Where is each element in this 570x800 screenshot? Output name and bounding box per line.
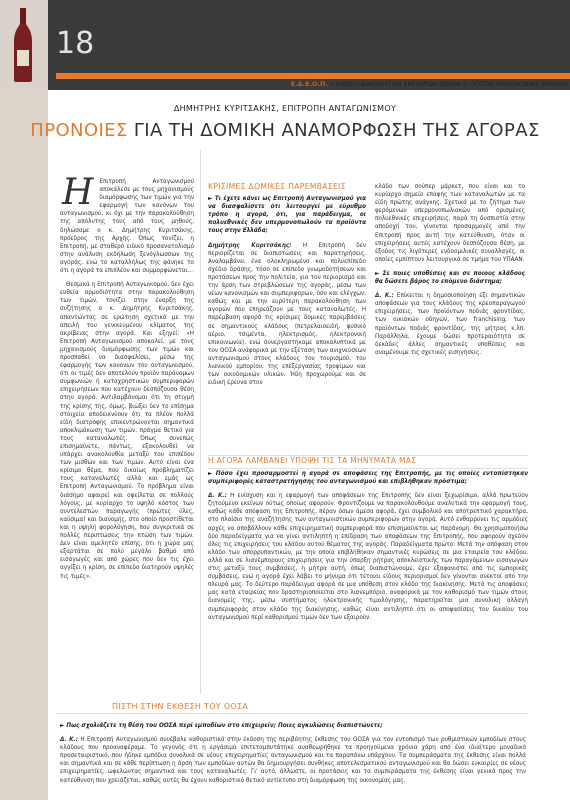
section-title-oecd: ΠΙΣΤΗ ΣΤΗΝ ΕΚΘΕΣΗ ΤΟΥ ΟΟΣΑ: [112, 702, 249, 711]
question-2: ► Σε ποιες υποθέσεις και σε ποιους κλάδους θα δώσετε βάρος το επόμενο διάστημα;: [375, 270, 525, 286]
article-author: ΔΗΜΗΤΡΗΣ ΚΥΡΙΤΣΑΚΗΣ, ΕΠΙΤΡΟΠΗ ΑΝΤΑΓΩΝΙΣΜΟΥ: [173, 104, 397, 113]
speaker-initials: Δ. Κ.:: [208, 493, 227, 500]
article-title: [0, 120, 570, 141]
title-rest: ΓΙΑ ΤΗ ΔΟΜΙΚΗ ΑΝΑΜΟΡΦΩΣΗ ΤΗΣ ΑΓΟΡΑΣ: [133, 120, 540, 141]
header-association-line: Ε.Δ.Ε.Ο.Π. • ΕΝΩΣΗ ΔΙΑΚΙΝΗΤΩΝ ΕΜΠΟΡΩΝ ΟΙΝΩΝ & ΠΟΤΩΝ ΜΑΚΕΔΟΝΙΑΣ ΘΡΑΚΗΣ: [290, 80, 568, 88]
intro-paragraph: [60, 172, 194, 275]
association-acronym: Ε.Δ.Ε.Ο.Π.: [290, 80, 328, 88]
question-3: ► Πόσο έχει προσαρμοστεί η αγορά σε αποφάσεις της Επιτροπής, με τις οποίες εντοπίστηκαν συμπεριφορές καταστρατήγησης του ανταγωνισμού και επιβλήθηκαν πρόστιμα;: [208, 471, 528, 486]
intro-text: Επιτροπή Ανταγωνισμού αποκάλεσε με τους μηχανισμούς διαμόρφωσης των τιμών για την εφαρμογή των κανόνων του ανταγωνισμού, κι όχι με την παρακολούθηση της απόλυτης τους από τους μηθούς, δηλώσαμε ο κ. Δημήτρης Κυριτσάκης, πρόεδρος της Αρχής. Όπως τονίζει, η Επιτροπή, με σταθερό ειδικό προσανατολισμό στην ανάλυση εκδήλωση ξενόγλωσσων της αγοράς, ενώ το καταλλήλως της φάνηκε το ότι η αγορά τα επιπλέον και συμμορφώνεται...: [60, 179, 194, 275]
column-divider: [200, 150, 201, 694]
left-color-strip: [0, 90, 48, 800]
title-accent-word: ΠΡΟΝΟΙΕΣ: [30, 120, 128, 141]
section-rule-oecd: [56, 713, 528, 714]
wide-section: [208, 470, 528, 628]
right-paragraph: κλάδο των σούπερ μάρκετ, που είναι και το κυρίαρχο σημείο επαφής των καταναλωτών με τα είδη πρώτης ανάγκης. Σχετικά με το ζήτημα των φερόμενων υπερμονοπωλιακών από ορισμένες πολυεθνικές επιχειρήσεις, παρά τη δυσπιστία στην αποδοχή του, γίνονται προσαρμογές από την Επιτροπή προς αυτή την κατεύθυνση, όταν οι επιχειρήσεις αυτές κατέχουν δεσπόζουσα θέση, με έξοδος τις λιγότερες ενδοομιλικές συναλλαγές, οι οποίες εμπίπτουν λειτουργικά σε τμήμα του ΥΠΑΑΝ.: [375, 184, 525, 263]
wine-bottle-icon: [10, 6, 36, 84]
answer-2: [375, 292, 525, 357]
section-title-market: Η ΑΓΟΡΑ ΛΑΜΒΑΝΕΙ ΥΠΟΨΗ ΤΙΣ ΤΑ ΜΗΝΥΜΑΤΑ ΜΑΣ: [208, 456, 417, 465]
speaker-name: Δημήτρης Κυριτσάκης:: [208, 242, 292, 249]
answer-3-text: Η ενίσχυση και η εφαρμογή των αποφάσεων της Επιτροπής δεν είναι ξεχωρίσιμο, αλλά πρωτεύον ζητούμενο εκείνων ούτως οποίως αφορούν. Φροντίζουμε να παρακολουθούμε αναλυτικά την εφαρμογή τους, καθώς κάθε απόφαση της Επιτροπής, πέραν όσων άμεσα αφορά, έχει συμβολικό και αποτρεπτικό χαρακτήρα, στο πλαίσιο της αναζήτησης των ανταγωνιστικών συμπεριφορών στην αγορά. Αυτό ενθαρρύνει τις αρμόδιες αρχές να αποβάλλουν κάθε επιχειρηματική συμπεριφορά που επισημαίνεται ως παράνομη. Θα χρησιμοποιήσω δύο παραδείγματα για να γίνει αντιληπτή η επίδραση των αποφάσεων της Επιτροπής, που αφορούν σχεδόν όλες τις επιχειρήσεις του κλάδου αυτού θέματος της αγοράς. Παραδείγματα πρώτο: Μετά την απόφαση στον κλάδο των απορρυπαντικών, με την οποία επιβλήθηκαν σημαντικές κυρώσεις σε μια εταιρεία του κλάδου, αλλά και σε λιανέμπορους επιχειρήσεις για την ύπαρξη ρήτρας αποκλειστικής των παραγόμενων εισαγωγών στις μεταξύ τους συμβάσεις, η μήτρα αυτή, όπως διαπιστώνουμε, έχει εξαφανιστεί από τις εμπορικές συμβάσεις, ενώ η αγορά έχει λάβει το μήνυμα ότι τέτοιοι είδους περιορισμοί δεν γίνονται ανεκτοί από την πλευρά μας. Το δεύτερο παράδειγμα αφορά σε μια υπόθεση στον κλάδο της διακίνησης. Μετά τις αποφάσεις μας κατά εταιρείας που δραστηριοποιείται στο λιανεμπόριο, αναφορικά με τον καθορισμό των τιμών στους διανομείς της, μέσω συστήματος ηλεκτρονικής τιμολόγησης, παρατηρείται μια συνολική αλλαγή συμπεριφοράς στον κλάδο της διακίνησης, καθώς είναι αντιληπτό ότι οι αποφασίσεις του δικαίου του ανταγωνισμού περί καθορισμού τιμών δεν των εξαιρούν.: [208, 493, 529, 621]
right-column: [375, 183, 525, 363]
middle-column: [208, 183, 366, 393]
answer-3: [208, 492, 528, 622]
answer-1-text: Η Επιτροπή δεν περιορίζεται σε διαπιστώσεις και παρατηρήσεις. Αναλαμβάνει ένα ολοκληρωμένο και πολυεπίπεδο σχέδιο δράσης, τόσο σε επίπεδο γνωμοδοτήσεων και προτάσεων προς την πολιτεία, για τον περιορισμό και την άρση των στρεβλώσεων της αγοράς, μέσω των νέων κανονισμών και συμπεριφορών, όσο και ελέγχων, καθώς και με την ευρύτερη παρακολούθηση των αγορών που επηρεάζουν με τους καταναλωτές. Η παρέμβαση αφορά τις κρίσιμες δομικές παρεμβάσεις σε σημαντικούς κλάδους (πετρελαιοειδή, φυσικό αέριο, τσιμέντα, ηλεκτρισμός, ηλεκτρονική επικοινωνία), ενώ συνεργαστήκαμε αποκαλυπτικά με τον ΟΟΣΑ ανάφορικά με την εξέταση των ανιχνεύσεων ανταγωνισμού στους κλάδους του τουρισμού, του λιανικού εμπορίου, της επεξεργασίας τροφίμων και των οικοδομικών υλικών. Ήδη προχωρούμε και σε ειδική έρευνα στον: [208, 242, 367, 387]
answer-2-text: Επίκειται η δημοσιοποίηση έξι σημαντικών αποφάσεων για τους κλάδους της κρεοπαραγωγού επιχειρήσεις, των προϊόντων ποδιάς φροντίδας, των οικιακών οδηγών, των franchising, των προϊόντων ποδιάς φροντίδας, της μήτρας κ.λπ. Παράλληλα, έχουμε δώσει προτεραιότητα σε δεκάδες άλλες σημαντικές υποθέσεις και αναμένουμε τις σχετικές εισηγήσεις.: [375, 293, 525, 356]
question-4: ► Πως σχολιάζετε τη θέση του ΟΟΣΑ περί εμποδίων στο επιχειρείν; Ποιες αγκυλώσεις διαπιστώνετε;: [60, 723, 383, 729]
header-accent-rule: [56, 73, 570, 79]
speaker-initials: Δ. Κ.:: [375, 293, 394, 300]
bottle-corner: [0, 0, 48, 90]
question-1: ► Τι έχετε κάνει ως Επιτροπή Ανταγωνισμού για να διασφαλίσετε ότι λειτουργεί με εύρυθμο τρόπο η αγορά, ότι, για παράδειγμα, οι πολυεθνικές δεν υπερμονοπωλούν τα προϊόντα τους στην Ελλάδα;: [208, 196, 366, 235]
answer-4: [60, 736, 526, 785]
answer-4-text: Η Επιτροπή Ανταγωνισμού συνέβαλε καθοριστικά στην έκδοση της περιβόητης έκθεσης του ΟΟΣΑ για τον εντοπισμό των ρυθμιστικών εμποδίων στους κλάδους που προαναφέραμε. Το γεγονός ότι η εργάσιμα επιτεταμπυτάτηκε αναθεωρήθηκε τα προηγούμενα χρόνια χάρη από ένα ιδιαίτερο μοναδικό προσεταιριστικό, που ήδηκε εμπόδια συνολικά σε νέους επιχειρηματίες ανταγωνισμού και τα παραπάνω υπάρχουν. Τα συμπεράσματα της έκθεσης είναι πολλά και σημαντικά και σε κάθε περίπτωση η άρση των εμποδίων αυτών θα δημιουργήσει συνθήκες αποτελεσματικού ανταγωνισμού και θα δώσει ευκαιρίες σε νέους επιχειρηματίες, ωφελώντας σημαντικά και τους καταναλωτές. Γι' αυτό, άλλωστε, οι προτάσεις και τα συμπεράσματα της έκθεσης είναι γενικά προς την κατεύθυνση που χρειάζεται, καθώς αυτές θα έχουν καθοριστικό θετικό αντίκτυπο στη διαμόρφωση της οικονομίας μας.: [60, 737, 527, 784]
answer-1: [208, 242, 366, 388]
left-column: [60, 172, 194, 587]
association-name: ΕΝΩΣΗ ΔΙΑΚΙΝΗΤΩΝ ΕΜΠΟΡΩΝ ΟΙΝΩΝ & ΠΟΤΩΝ ΜΑΚΕΔΟΝΙΑΣ ΘΡΑΚΗΣ: [335, 80, 568, 88]
speaker-initials: Δ. Κ.:: [60, 737, 78, 744]
left-body-paragraph: Θεσμικά η Επιτροπή Ανταγωνισμού, δεν έχει ευθεία αρμοδιότητα στην παρακολούθηση των τιμών, τονίζει στην έναρξη της συζήτησης ο κ. Δημήτρης Κυριτσάκης, απαντώντας σε ερώτηση σχετικά με την απειλή του γενικευμένου κλίματος της ακρίβειας στην αγορά. Και εξηγεί: «Η Επιτροπή Ανταγωνισμού αποκαλεί, με τους μηχανισμούς διαμόρφωσης των τιμών και προσπαθεί να διασφαλίσει, μέσω της εφαρμογής των κανόνων του ανταγωνισμού, ότι οι τιμές δεν αποτελούν προϊόν παράνομων συμφωνιών ή καταχρηστικών συμπεριφορών επιχειρήσεων που κατέχουν δεσπόζουσα θέση στην αγορά. Αντιλαμβάνομαι ότι τη στιγμή της κρίσης της, όμως, βιώξει δεν το επίσημα στοιχεία αποδεικνύουν ότι τα πλέον πολλά είδη διατροφής επικεντρώνονται σημαντικά αποκλιμάκωση των τιμών, πράγμα θετικό για τους καταναλωτές. Όπως συνεπώς επισημαίνετε, πάντως, εξακολουθεί να υπάρχει ανακολουθία μεταξύ του επιπέδου των μισθών και των τιμών. Αυτό είναι ένα κρίσιμο θέμα, που δικαίως προβληματίζει τους καταναλωτές αλλά και εμάς ως Επιτροπή Ανταγωνισμού. Το πρόβλημα είναι διάσημο αφαιρεί και οφείλεται σε πολλούς λόγους, με κυρίαρχο το υψηλό κόστος των συντελεστών παραγωγής (πρώτες ύλες, καύσιμα) και διανομής, στο οποίο προστίθεται και η υψηλή φορολόγηση, που συγκριτικά σε πολλές περιπτώσεις την πτώση των τιμών. Δεν είναι αμελητέο επίσης, ότι η χώρα μας εξαρτάται σε πολύ μεγάλο βαθμό από εισαγωγές και από χώρες που δεν τις έχει αγγίξει η κρίση, σε επίπεδο διατηρούν υψηλές τις τιμές».: [60, 282, 194, 580]
drop-cap: Η: [62, 172, 94, 213]
page-number: 18: [56, 26, 95, 61]
bottom-section: [60, 722, 526, 791]
section-title-critical: ΚΡΙΣΙΜΕΣ ΔΟΜΙΚΕΣ ΠΑΡΕΜΒΑΣΕΙΣ: [208, 182, 346, 191]
